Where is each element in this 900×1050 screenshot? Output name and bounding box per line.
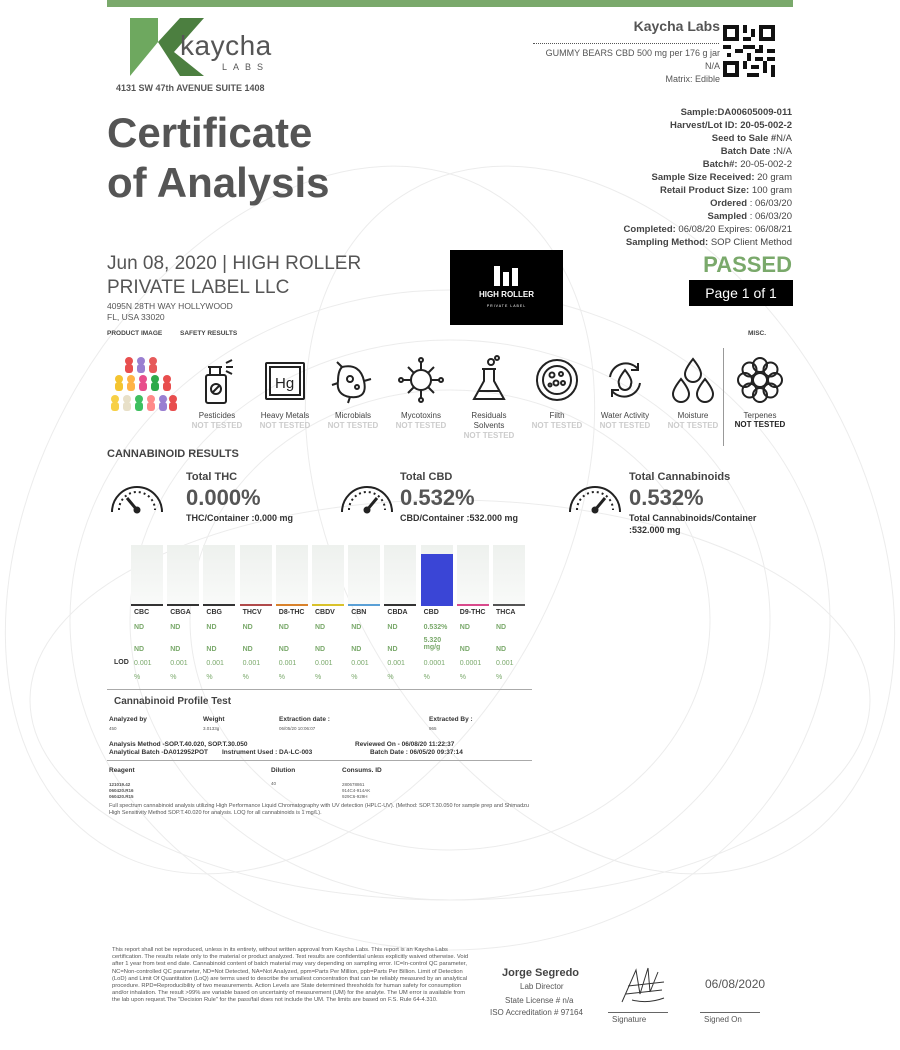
bar-baseline [384, 604, 416, 606]
bar-baseline [240, 604, 272, 606]
tick-label: CBN [351, 609, 367, 616]
client-address-2: FL, USA 33020 [107, 312, 165, 322]
bar-baseline [493, 604, 525, 606]
disclaimer: This report shall not be reproduced, unless in its entirety, without written approval from Kaycha Labs. This report is an Kaycha Labs certification. The results relate only to the material or product analyzed. Test results are confidential unless explicitly waived otherwise. Void after 1 year from test end date. Cannabinoid content of batch material may vary depending on sampling error. IC=In-control QC parameter, NC=Non-controlled QC parameter, ND=Not Detected, NA=Not Analyzed, ppm=Parts Per Million, ppb=Parts Per Billion. Limit of Detection (LoD) and Limit Of Quantitation (LoQ) are terms used to describe the smallest concentration that can be reliably measured by an analytical procedure. RPD=Reproducibility of two measurements. Action Levels are State determined thresholds for human safety for consumption and/or inhalation. The result >99% are variable based on uncertainty of measurement (UM) for the analyte. The UM error is available from the lab upon request.The "Decision Rule" for the pass/fail does not include the UM. The limits are based on F.S. Rule 64-4.310. [112, 947, 469, 1004]
safety-test-status: NOT TESTED [191, 421, 243, 430]
batch-date-label: Batch Date : [720, 146, 777, 157]
sampled-value: : 06/03/20 [747, 211, 792, 222]
bar-baseline [167, 604, 199, 606]
reviewed-on: Reviewed On - 06/08/20 11:22:37 [355, 741, 455, 748]
product-divider [533, 43, 719, 44]
instrument-used: Instrument Used : DA-LC-003 [222, 749, 313, 756]
tick-label: CBDA [387, 609, 408, 616]
lod-value: 0.001 [387, 660, 405, 667]
sample-metadata [624, 106, 792, 249]
heavy-metal-icon [262, 355, 308, 405]
dilution-label: Dilution [271, 767, 296, 774]
logo-wordmark: kaycha [180, 30, 272, 61]
safety-test-water-activity [595, 355, 655, 431]
extraction-date-value: 06/05/20 10:06:07 [279, 726, 316, 731]
matrix: Matrix: Edible [665, 74, 720, 84]
bar-background [276, 545, 308, 605]
total-thc-label: Total THC [186, 471, 238, 483]
bar-background [457, 545, 489, 605]
total-cannabinoids-per-container [629, 512, 756, 536]
lod-value: 0.001 [315, 660, 333, 667]
lod-unit: % [206, 674, 213, 681]
signature-image [618, 964, 668, 1008]
result-percent: ND [351, 624, 362, 631]
state-license: State License # n/a [505, 996, 574, 1005]
safety-test-name: Pesticides [198, 411, 236, 420]
batch-value: 20-05-002-2 [737, 159, 792, 170]
tick-label: D8-THC [278, 609, 305, 616]
lod-unit: % [496, 674, 503, 681]
safety-test-name: Microbials [334, 411, 371, 420]
client-logo-icon [492, 266, 520, 286]
result-percent: ND [496, 624, 507, 631]
client-logo [450, 250, 563, 325]
seed-label: Seed to Sale # [711, 133, 777, 144]
reagent-separator [107, 760, 532, 761]
completed-label: Completed: [623, 224, 676, 235]
bar-background [348, 545, 380, 605]
client-logo-text: HIGH ROLLER [478, 290, 535, 299]
total-thc-value: 0.000% [186, 485, 261, 510]
analyzed-by-label: Analyzed by [109, 716, 147, 723]
safety-test-heavy-metals [255, 355, 315, 431]
lod-value: 0.001 [242, 660, 261, 667]
seed-value: N/A [776, 133, 792, 144]
page-indicator: Page 1 of 1 [689, 280, 793, 306]
result-percent: ND [242, 624, 253, 631]
analytical-batch: Analytical Batch -DA012952POT [109, 749, 208, 756]
title-line-2: of Analysis [107, 159, 330, 206]
weight-label: Weight [203, 716, 225, 723]
director-name: Jorge Segredo [502, 967, 580, 979]
bar-baseline [131, 604, 163, 606]
result-mg-per-g: ND [351, 646, 362, 653]
result-percent: ND [134, 624, 145, 631]
result-mg-per-g: ND [170, 646, 181, 653]
terpenes-name: Terpenes [743, 411, 777, 420]
lod-value: 0.001 [278, 660, 297, 667]
safety-test-name: Heavy Metals [260, 411, 310, 420]
result-percent: ND [315, 624, 326, 631]
result-percent: ND [278, 624, 289, 631]
safety-test-moisture [663, 355, 723, 431]
bar-baseline [421, 604, 453, 606]
dilution-value: 40 [271, 781, 277, 786]
date-client-line-1: Jun 08, 2020 | HIGH ROLLER [107, 253, 362, 274]
ordered-value: : 06/03/20 [747, 198, 792, 209]
result-percent: ND [387, 624, 398, 631]
bar-baseline [203, 604, 235, 606]
flask-icon [466, 355, 512, 405]
reagent-label: Reagent [109, 767, 135, 774]
safety-test-name: Mycotoxins [400, 411, 441, 420]
weight-value: 3.0133g [203, 726, 220, 731]
total-cannabinoids-label: Total Cannabinoids [629, 471, 731, 483]
retail-size-label: Retail Product Size: [660, 185, 750, 196]
spray-bottle-icon [194, 355, 240, 405]
total-cbd-label: Total CBD [400, 471, 453, 483]
cbd-per-container: CBD/Container :532.000 mg [400, 513, 519, 523]
lod-value: 0.001 [351, 660, 369, 667]
bar-background [167, 545, 199, 605]
title-line-1: Certificate [107, 109, 313, 156]
result-mg-per-g: ND [387, 646, 398, 653]
safety-test-status: NOT TESTED [259, 421, 311, 430]
bar-background [493, 545, 525, 605]
result-mg-per-g: ND [496, 646, 507, 653]
lod-value: 0.001 [496, 660, 514, 667]
result-mg-per-g: ND [459, 646, 470, 653]
batch-date-value: N/A [776, 146, 792, 157]
misc-test-terpenes [728, 355, 792, 429]
tick-label: CBG [206, 609, 222, 616]
signed-date: 06/08/2020 [705, 977, 766, 991]
lod-value: 0.001 [170, 660, 188, 667]
reagent-row-3: 060420.R15 [109, 794, 134, 799]
profile-separator [107, 689, 532, 690]
result-mg-per-g: 5.320 mg/g [423, 637, 442, 651]
safety-test-name: Filth [549, 411, 565, 420]
consums-row-3: 929C6-929H [342, 794, 368, 799]
result-mg-per-g: ND [315, 646, 326, 653]
signature-line [608, 1012, 668, 1013]
result-percent: ND [206, 624, 217, 631]
lod-unit: % [170, 674, 177, 681]
cannabinoid-bar-chart [131, 545, 531, 605]
tick-label: CBD [423, 609, 439, 616]
document-title [107, 108, 330, 208]
safety-test-name: Moisture [677, 411, 709, 420]
reagent-row-1: 121019.42 [109, 782, 131, 787]
safety-test-name-line-2: Solvents [473, 421, 505, 430]
svg-text:Hg: Hg [275, 375, 295, 392]
ordered-label: Ordered [710, 198, 748, 209]
misc-header: MISC. [748, 330, 767, 337]
director-role: Lab Director [520, 982, 564, 991]
total-cannabinoids-sub-line-1: Total Cannabinoids/Container [629, 513, 757, 523]
sampled-label: Sampled [707, 211, 748, 222]
method-label: Sampling Method: [625, 237, 709, 248]
lod-value: 0.001 [206, 660, 224, 667]
safety-test-status: NOT TESTED [463, 431, 515, 440]
tick-label: THCA [496, 609, 516, 616]
bar-background [384, 545, 416, 605]
gauge-icon [565, 470, 625, 520]
extracted-by-label: Extracted By : [429, 716, 473, 723]
droplets-icon [670, 355, 716, 405]
lod-unit: % [423, 674, 430, 681]
lod-unit: % [278, 674, 286, 681]
result-mg-per-g: ND [242, 646, 253, 653]
safety-test-status: NOT TESTED [599, 421, 651, 430]
lod-unit: % [315, 674, 322, 681]
signature-label: Signature [612, 1015, 647, 1024]
size-received-label: Sample Size Received: [651, 172, 755, 183]
terpenes-status: NOT TESTED [734, 420, 786, 429]
product-image [110, 357, 178, 415]
signed-on-line [700, 1012, 760, 1013]
harvest-lot: Harvest/Lot ID: 20-05-002-2 [670, 120, 792, 131]
result-mg-per-g: ND [134, 646, 145, 653]
cannabinoid-results-title: CANNABINOID RESULTS [107, 448, 239, 460]
method-note: Full spectrum cannabinoid analysis utilizing High Performance Liquid Chromatography with UV detection (HPLC-UV). (Method: SOP.T.30.050 for sample prep and Shimadzu High Sensitivity Method SOP.T.40.020 for analysis. LOQ for all cannabinoids is 1 mg/L). [109, 803, 529, 816]
safety-test-pesticides [187, 355, 247, 431]
qr-code-icon[interactable] [723, 25, 775, 77]
completed-value: 06/08/20 Expires: 06/08/21 [675, 224, 792, 235]
bar-baseline [348, 604, 380, 606]
size-received-value: 20 gram [754, 172, 792, 183]
lab-name: Kaycha Labs [633, 18, 720, 34]
extracted-by-value: 965 [429, 726, 437, 731]
result-percent: ND [459, 624, 470, 631]
thc-per-container: THC/Container :0.000 mg [186, 513, 294, 523]
gauge-icon [107, 470, 167, 520]
microbe-icon [330, 355, 376, 405]
client-logo-subtext: PRIVATE LABEL [486, 304, 527, 308]
result-percent: 0.532% [423, 624, 448, 631]
bar-background [240, 545, 272, 605]
total-cannabinoids-value: 0.532% [629, 485, 704, 510]
lod-unit: % [242, 674, 249, 681]
profile-title: Cannabinoid Profile Test [114, 696, 232, 707]
bar-background [312, 545, 344, 605]
safety-test-name-line-1: Residuals [471, 411, 507, 420]
date-client [107, 252, 361, 300]
lod-label: LOD [114, 659, 129, 666]
consums-row-1: 280678861 [342, 782, 365, 787]
product-name: GUMMY BEARS CBD 500 mg per 176 g jar [545, 48, 720, 58]
lab-address: 4131 SW 47th AVENUE SUITE 1408 [116, 83, 265, 93]
lod-unit: % [387, 674, 394, 681]
date-client-line-2: PRIVATE LABEL LLC [107, 277, 290, 298]
lod-unit: % [134, 674, 141, 681]
safety-tests [187, 355, 727, 450]
client-address-1: 4095N 28TH WAY HOLLYWOOD [107, 301, 233, 311]
bar-cbd [421, 554, 453, 605]
water-cycle-icon [602, 355, 648, 405]
lod-value: 0.001 [134, 660, 152, 667]
analysis-method: Analysis Method -SOP.T.40.020, SOP.T.30.050 [109, 741, 248, 748]
safety-test-name: Water Activity [600, 411, 650, 420]
batch-label: Batch#: [702, 159, 738, 170]
result-mg-per-g: ND [206, 646, 217, 653]
bar-baseline [276, 604, 308, 606]
batch-date: Batch Date : 06/05/20 09:37:14 [370, 749, 463, 756]
tick-label: D9-THC [459, 609, 486, 616]
bar-background [131, 545, 163, 605]
bar-baseline [312, 604, 344, 606]
result-status: PASSED [703, 252, 792, 277]
safety-test-mycotoxins [391, 355, 451, 431]
total-cannabinoids-sub-line-2: :532.000 mg [629, 525, 681, 535]
safety-test-status: NOT TESTED [395, 421, 447, 430]
flower-icon [737, 355, 783, 405]
product-image-header: PRODUCT IMAGE [107, 330, 163, 337]
result-percent: ND [170, 624, 181, 631]
virus-icon [398, 355, 444, 405]
tick-label: CBC [134, 609, 150, 616]
bar-baseline [457, 604, 489, 606]
safety-test-status: NOT TESTED [531, 421, 583, 430]
safety-results-header: SAFETY RESULTS [180, 330, 238, 337]
tick-label: THCV [242, 609, 262, 616]
lod-value: 0.0001 [423, 660, 446, 667]
safety-test-name [459, 411, 519, 431]
lod-unit: % [459, 674, 467, 681]
gauge-icon [337, 470, 397, 520]
misc-divider [723, 348, 724, 446]
total-cbd-value: 0.532% [400, 485, 475, 510]
safety-test-status: NOT TESTED [327, 421, 379, 430]
logo-subtext: LABS [222, 62, 270, 72]
method-value: SOP Client Method [708, 237, 792, 248]
safety-test-filth [527, 355, 587, 431]
safety-test-residual-solvents [459, 355, 519, 441]
tick-label: CBGA [170, 609, 191, 616]
client-address [107, 301, 233, 323]
safety-test-microbials [323, 355, 383, 431]
analyzed-by-value: 450 [109, 726, 117, 731]
lod-unit: % [351, 674, 358, 681]
lod-value: 0.0001 [459, 660, 482, 667]
reagent-row-2: 060420.R16 [109, 788, 134, 793]
retail-size-value: 100 gram [749, 185, 792, 196]
result-mg-per-g: ND [278, 646, 289, 653]
extraction-date-label: Extraction date : [279, 716, 330, 723]
tick-label: CBDV [315, 609, 335, 616]
product-na: N/A [704, 61, 720, 71]
consums-row-2: 914C4-914AK [342, 788, 371, 793]
iso-accreditation: ISO Accreditation # 97164 [490, 1008, 583, 1017]
signed-on-label: Signed On [704, 1015, 742, 1024]
safety-test-status: NOT TESTED [667, 421, 719, 430]
petri-dish-icon [534, 355, 580, 405]
top-accent-bar [107, 0, 793, 7]
bar-background [203, 545, 235, 605]
sample-id: Sample:DA00605009-011 [680, 107, 792, 118]
consums-label: Consums. ID [342, 767, 382, 774]
